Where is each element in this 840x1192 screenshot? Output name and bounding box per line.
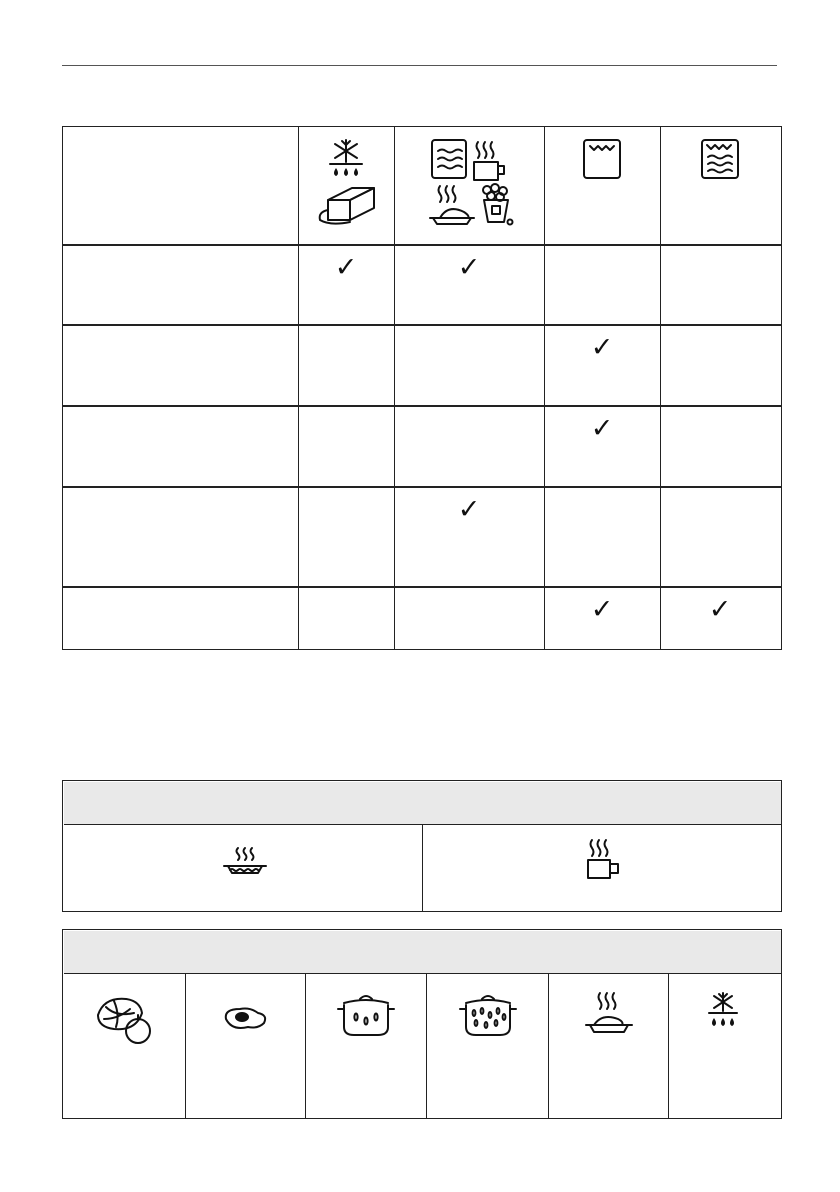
- table-header-row: [64, 782, 781, 825]
- column-header-grill: [544, 126, 660, 244]
- check-mark: ✓: [590, 332, 614, 363]
- pot-icon: [334, 993, 398, 1039]
- check-mark: ✓: [708, 594, 732, 625]
- column-divider: [185, 973, 186, 1119]
- pot-with-drops-icon: [456, 993, 520, 1039]
- column-header-microwave-grill: [660, 126, 780, 244]
- row-divider: [62, 405, 782, 407]
- steaming-plate-icon: [584, 991, 634, 1037]
- fried-egg-icon: [222, 1005, 268, 1031]
- food-category-table: [62, 929, 782, 1119]
- microwave-grill-icon: [700, 138, 740, 180]
- column-divider: [422, 824, 423, 912]
- reheat-table: [62, 780, 782, 912]
- header-rule: [62, 65, 777, 66]
- check-mark: ✓: [590, 413, 614, 444]
- column-divider: [548, 973, 549, 1119]
- grill-top-icon: [582, 138, 622, 180]
- row-divider: [62, 324, 782, 326]
- defrost-icon: [706, 991, 740, 1035]
- steaming-cup-icon: [584, 838, 622, 880]
- defrost-butter-icon: [308, 138, 384, 234]
- function-table: [62, 126, 782, 650]
- check-mark: ✓: [334, 252, 358, 283]
- table-header-row: [64, 931, 781, 974]
- column-header-microwave: [394, 126, 544, 244]
- steaming-dish-icon: [222, 846, 268, 876]
- check-mark: ✓: [590, 594, 614, 625]
- check-mark: ✓: [457, 252, 481, 283]
- column-divider: [305, 973, 306, 1119]
- microwave-cup-dish-popcorn-icon: [428, 138, 512, 230]
- column-header-defrost: [298, 126, 394, 244]
- column-divider: [426, 973, 427, 1119]
- check-mark: ✓: [457, 494, 481, 525]
- column-divider: [668, 973, 669, 1119]
- vegetables-icon: [94, 993, 156, 1047]
